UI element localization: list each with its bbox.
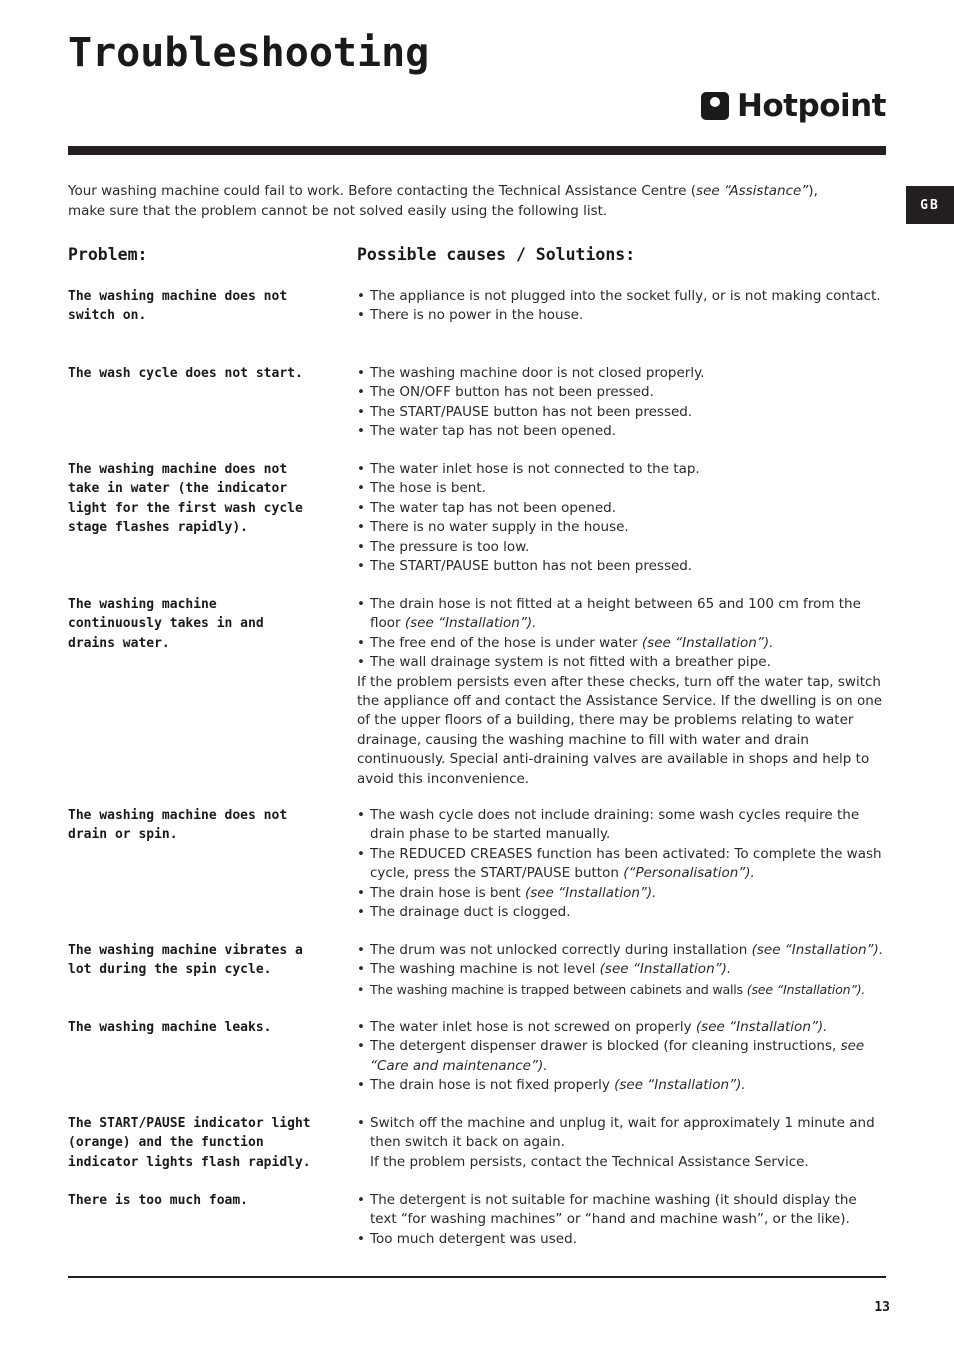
header-divider <box>68 146 886 155</box>
problem-text: The washing machine vibrates a lot during the spin cycle. <box>68 943 303 978</box>
intro-text: Your washing machine could fail to work. Before contacting the Technical Assistance Centre (see “Assistance”), make sure that the problem cannot be not solved easily using the following list. <box>68 183 818 219</box>
solution-item: • The water inlet hose is not screwed on properly (see “Installation”). <box>357 1018 887 1037</box>
solution-item: • The washing machine door is not closed properly. <box>357 364 887 383</box>
problem-text: The washing machine does not switch on. <box>68 289 288 324</box>
problem-text: The washing machine does not take in water (the indicator light for the first wash cycle stage flashes rapidly). <box>68 462 303 536</box>
solution-item: • There is no power in the house. <box>357 306 887 325</box>
intro-ref: see “Assistance” <box>696 183 809 199</box>
language-tab: GB <box>906 186 954 224</box>
solution-item: • The REDUCED CREASES function has been activated: To complete the wash cycle, press the START/PAUSE button (“Personalisation”). <box>357 845 887 884</box>
problem-text: The wash cycle does not start. <box>68 366 303 381</box>
solution-item: • The drainage duct is clogged. <box>357 903 887 922</box>
solution-item: • The wall drainage system is not fitted with a breather pipe. <box>357 653 887 672</box>
solution-item: • The drain hose is not fixed properly (see “Installation”). <box>357 1076 887 1095</box>
solution-item: • The detergent is not suitable for machine washing (it should display the text “for washing machines” or “hand and machine wash”, or the like). <box>357 1191 887 1230</box>
solution-item: • The drain hose is bent (see “Installation”). <box>357 884 887 903</box>
solution-item: • The water tap has not been opened. <box>357 499 887 518</box>
problem-text: There is too much foam. <box>68 1193 249 1208</box>
solution-note: If the problem persists, contact the Technical Assistance Service. <box>370 1153 809 1170</box>
solution-item: • There is no water supply in the house. <box>357 518 887 537</box>
problem-text: The washing machine continuously takes in and drains water. <box>68 597 264 651</box>
page-number: 13 <box>874 1300 890 1315</box>
solution-item: • The free end of the hose is under water (see “Installation”). <box>357 634 887 653</box>
solution-item: • The detergent dispenser drawer is blocked (for cleaning instructions, see “Care and maintenance”). <box>357 1037 887 1076</box>
solution-list <box>357 1191 887 1249</box>
solution-item: • Switch off the machine and unplug it, wait for approximately 1 minute and then switch it back on again. <box>357 1114 887 1153</box>
solution-item: • The wash cycle does not include draining: some wash cycles require the drain phase to be started manually. <box>357 806 887 845</box>
solution-list <box>357 595 887 789</box>
solution-item: • The water tap has not been opened. <box>357 422 887 441</box>
solution-item: • The water inlet hose is not connected to the tap. <box>357 460 887 479</box>
solution-item: • The washing machine is not level (see “Installation”). <box>357 960 887 979</box>
solution-item: • The hose is bent. <box>357 479 887 498</box>
solution-list <box>357 364 887 442</box>
solution-list <box>357 287 887 326</box>
brand-logo <box>701 88 886 124</box>
solution-item: • The appliance is not plugged into the socket fully, or is not making contact. <box>357 287 887 306</box>
solution-item: • Too much detergent was used. <box>357 1230 887 1249</box>
solution-list <box>357 460 887 576</box>
solution-item: • The pressure is too low. <box>357 538 887 557</box>
solution-item: • The START/PAUSE button has not been pressed. <box>357 403 887 422</box>
brand-name: Hotpoint <box>736 88 886 124</box>
page-title: Troubleshooting <box>68 30 430 76</box>
solution-item: • The START/PAUSE button has not been pressed. <box>357 557 887 576</box>
solution-list <box>357 1018 887 1096</box>
problem-text: The START/PAUSE indicator light (orange) and the function indicator lights flash rapidly. <box>68 1116 311 1170</box>
solution-list <box>357 941 887 999</box>
solution-item: • The washing machine is trapped between cabinets and walls (see “Installation”). <box>357 980 887 999</box>
solution-note: If the problem persists even after these checks, turn off the water tap, switch the appliance off and contact the Assistance Service. If the dwelling is on one of the upper floors of a building, there may be problems relating to water drainage, causing the washing machine to fill with water and drain continuously. Special anti-draining valves are available in shops and help to avoid this inconvenience. <box>357 673 883 787</box>
solution-list <box>357 1114 887 1172</box>
solution-item: • The ON/OFF button has not been pressed. <box>357 383 887 402</box>
solutions-column-heading: Possible causes / Solutions: <box>357 245 636 264</box>
problem-text: The washing machine does not drain or spin. <box>68 808 288 843</box>
solution-item: • The drum was not unlocked correctly during installation (see “Installation”). <box>357 941 887 960</box>
hotpoint-logo-icon <box>701 92 729 120</box>
problem-text: The washing machine leaks. <box>68 1020 272 1035</box>
footer-divider <box>68 1276 886 1278</box>
problem-column-heading: Problem: <box>68 245 148 264</box>
solution-list <box>357 806 887 922</box>
solution-item: • The drain hose is not fitted at a height between 65 and 100 cm from the floor (see “Installation”). <box>357 595 887 634</box>
